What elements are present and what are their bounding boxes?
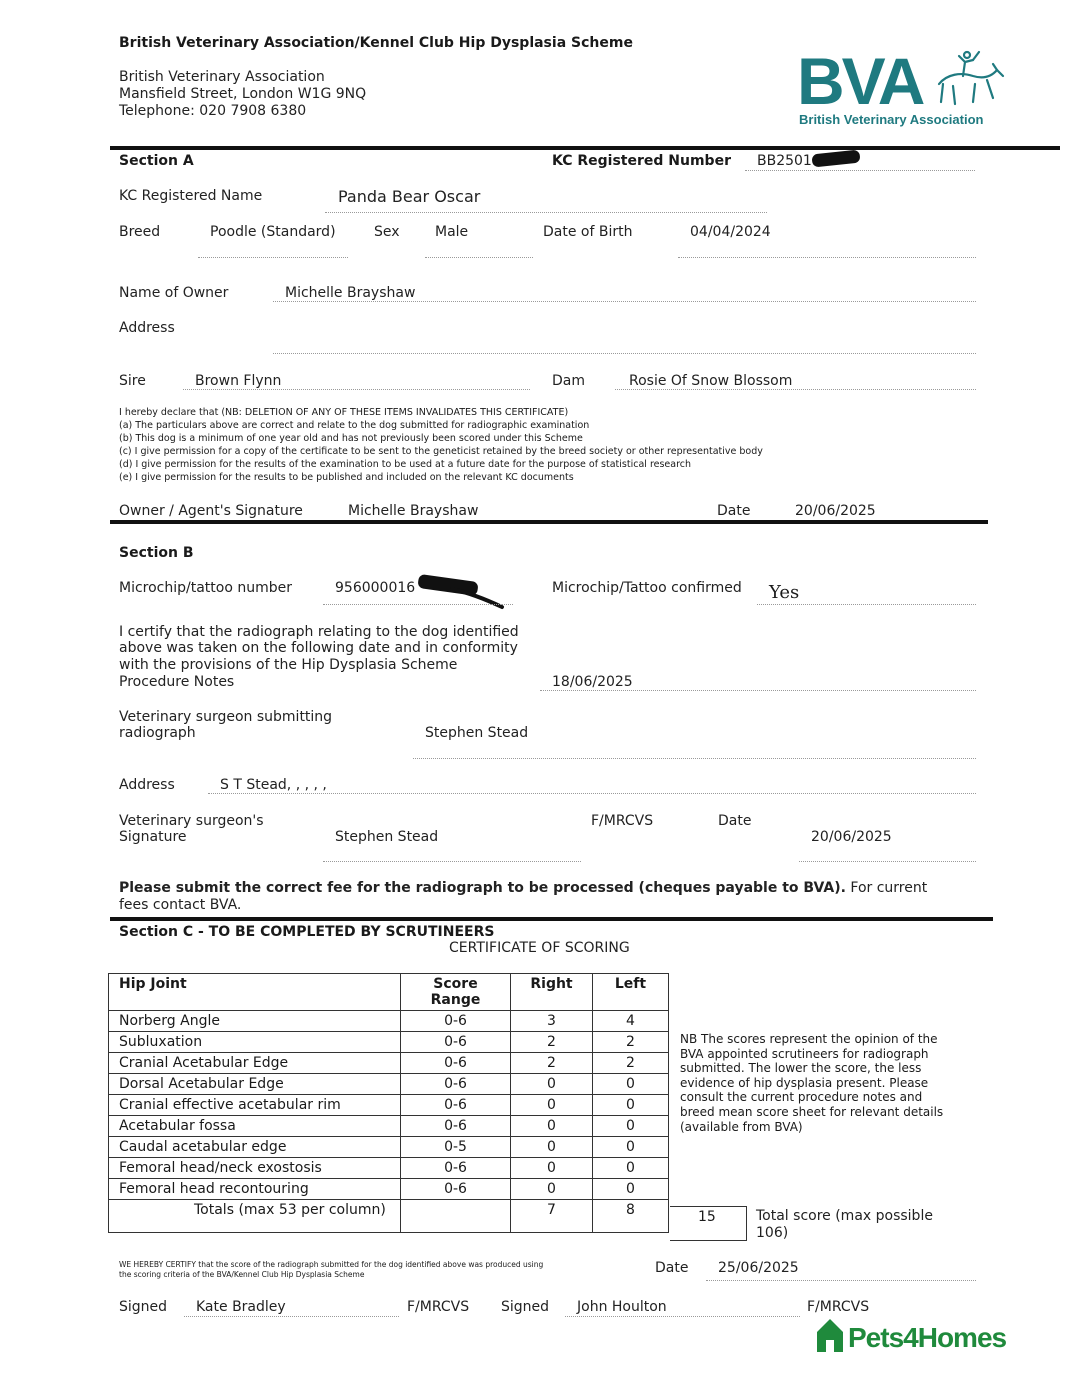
certify-line: above was taken on the following date and in conformity <box>119 640 518 656</box>
dam-value: Rosie Of Snow Blossom <box>629 373 793 389</box>
nb-line: consult the current procedure notes and <box>680 1090 923 1105</box>
bva-logo-caption: British Veterinary Association <box>799 112 984 127</box>
table-row <box>109 1137 669 1158</box>
watermark-text: Pets4Homes <box>848 1322 1007 1353</box>
row-name: Dorsal Acetabular Edge <box>109 1074 401 1095</box>
row-name: Caudal acetabular edge <box>109 1137 401 1158</box>
total-score-label-2: 106) <box>756 1225 789 1241</box>
nb-line: NB The scores represent the opinion of the <box>680 1032 938 1046</box>
owner-label: Name of Owner <box>119 285 229 301</box>
section-c-title: Section C - TO BE COMPLETED BY SCRUTINEERS <box>119 924 495 940</box>
row-left: 0 <box>593 1074 669 1095</box>
surgeon-date-value: 20/06/2025 <box>811 829 892 845</box>
row-right: 0 <box>511 1137 593 1158</box>
table-row <box>109 1053 669 1074</box>
nb-line: breed mean score sheet for relevant details <box>680 1104 944 1119</box>
row-left: 2 <box>593 1053 669 1074</box>
row-right: 3 <box>511 1011 593 1032</box>
nb-line: submitted. The lower the score, the less <box>680 1061 922 1076</box>
declaration-line: (c) I give permission for a copy of the certificate to be sent to the geneticist retained by the breed society or other representative body <box>119 446 763 457</box>
row-right: 0 <box>511 1095 593 1116</box>
surgeon-label-2: radiograph <box>119 725 196 741</box>
declaration-line: (e) I give permission for the results to be published and included on the relevant KC documents <box>119 472 574 483</box>
breed-label: Breed <box>119 224 161 240</box>
row-right: 0 <box>511 1074 593 1095</box>
nb-line: (available from BVA) <box>680 1119 803 1134</box>
chip-label: Microchip/tattoo number <box>119 580 293 596</box>
row-right: 2 <box>511 1032 593 1053</box>
kc-number-label: KC Registered Number <box>552 153 731 169</box>
sire-value: Brown Flynn <box>195 373 282 389</box>
owner-value: Michelle Brayshaw <box>285 285 416 301</box>
signed-label: Signed <box>119 1299 168 1315</box>
mrcvs-label-2: F/MRCVS <box>807 1299 870 1315</box>
sex-label: Sex <box>374 224 400 240</box>
signed-label-2: Signed <box>501 1299 550 1315</box>
row-name: Femoral head recontouring <box>109 1179 401 1200</box>
row-left: 0 <box>593 1179 669 1200</box>
horse-rider-icon <box>933 50 1005 112</box>
section-b-rule <box>110 520 988 524</box>
table-row <box>109 1011 669 1032</box>
owner-date-value: 20/06/2025 <box>795 503 876 519</box>
row-right: 2 <box>511 1053 593 1074</box>
row-range: 0-6 <box>401 1074 511 1095</box>
owner-signature-label: Owner / Agent's Signature <box>119 503 303 519</box>
scrutineer-2-name: John Houlton <box>577 1299 667 1315</box>
total-left: 8 <box>593 1200 669 1233</box>
org-phone: Telephone: 020 7908 6380 <box>119 103 307 119</box>
scoring-date-label: Date <box>655 1260 689 1276</box>
row-left: 4 <box>593 1011 669 1032</box>
owner-date-label: Date <box>717 503 751 519</box>
dam-label: Dam <box>552 373 585 389</box>
header-right: Right <box>511 974 593 1011</box>
row-right: 0 <box>511 1179 593 1200</box>
declaration-line: (a) The particulars above are correct and relate to the dog submitted for radiographic examination <box>119 420 590 431</box>
org-street: Mansfield Street, London W1G 9NQ <box>119 86 367 102</box>
sire-label: Sire <box>119 373 146 389</box>
row-left: 0 <box>593 1158 669 1179</box>
address-label: Address <box>119 320 175 336</box>
certificate-of-scoring-title: CERTIFICATE OF SCORING <box>449 940 630 956</box>
surgeon-signature-value: Stephen Stead <box>335 829 439 845</box>
mrcvs-label: F/MRCVS <box>591 813 654 829</box>
totals-label: Totals (max 53 per column) <box>109 1200 401 1233</box>
table-row <box>109 1095 669 1116</box>
row-name: Cranial effective acetabular rim <box>109 1095 401 1116</box>
row-right: 0 <box>511 1116 593 1137</box>
scrutineer-certification <box>119 1260 543 1280</box>
total-score-value: 15 <box>698 1209 716 1225</box>
table-row <box>109 1074 669 1095</box>
section-c-rule <box>110 917 993 921</box>
surgeon-address-value: S T Stead, , , , , <box>220 777 327 793</box>
score-table <box>108 973 669 1233</box>
dob-value: 04/04/2024 <box>690 224 771 240</box>
scrutineer-1-name: Kate Bradley <box>196 1299 286 1315</box>
surgeon-value: Stephen Stead <box>425 725 529 741</box>
kc-name-label: KC Registered Name <box>119 188 263 204</box>
chip-value: 956000016 <box>335 580 416 596</box>
table-row <box>109 1158 669 1179</box>
declaration-line: (d) I give permission for the results of the examination to be used at a future date for the purpose of statistical research <box>119 459 692 470</box>
mrcvs-label-1: F/MRCVS <box>407 1299 470 1315</box>
row-left: 0 <box>593 1137 669 1158</box>
fee-notice-line-2: fees contact BVA. <box>119 897 242 913</box>
dob-label: Date of Birth <box>543 224 633 240</box>
row-range: 0-5 <box>401 1137 511 1158</box>
table-row <box>109 1179 669 1200</box>
nb-line: BVA appointed scrutineers for radiograph <box>680 1046 929 1061</box>
radiograph-date-value: 18/06/2025 <box>552 674 633 690</box>
scoring-date-value: 25/06/2025 <box>718 1260 799 1276</box>
org-name: British Veterinary Association <box>119 69 325 85</box>
row-name: Acetabular fossa <box>109 1116 401 1137</box>
section-b-title: Section B <box>119 545 194 561</box>
certify-small-line: WE HEREBY CERTIFY that the score of the radiograph submitted for the dog identified above was produced using <box>119 1260 544 1269</box>
section-a-rule <box>110 146 1060 150</box>
breed-value: Poodle (Standard) <box>210 224 336 240</box>
declaration-line: (b) This dog is a minimum of one year old and has not previously been scored under this Scheme <box>119 433 583 444</box>
house-icon <box>814 1316 846 1354</box>
table-header-row <box>109 974 669 1011</box>
bva-logo <box>797 44 984 127</box>
row-range: 0-6 <box>401 1095 511 1116</box>
row-left: 0 <box>593 1116 669 1137</box>
redaction-scribble <box>450 585 505 610</box>
table-row <box>109 1032 669 1053</box>
surgeon-address-label: Address <box>119 777 175 793</box>
declaration-line: I hereby declare that (NB: DELETION OF ANY OF THESE ITEMS INVALIDATES THIS CERTIFICATE) <box>119 407 569 418</box>
fee-notice-bold: Please submit the correct fee for the radiograph to be processed (cheques payable to BVA). <box>119 880 846 896</box>
row-right: 0 <box>511 1158 593 1179</box>
surgeon-label: Veterinary surgeon submitting <box>119 709 333 725</box>
row-left: 2 <box>593 1032 669 1053</box>
chip-confirmed-value: Yes <box>769 582 800 603</box>
section-a-title: Section A <box>119 153 194 169</box>
total-right: 7 <box>511 1200 593 1233</box>
row-name: Cranial Acetabular Edge <box>109 1053 401 1074</box>
redaction-mark <box>811 150 860 168</box>
row-range: 0-6 <box>401 1158 511 1179</box>
surgeon-signature-label: Veterinary surgeon's <box>119 813 264 829</box>
row-range: 0-6 <box>401 1116 511 1137</box>
surgeon-date-label: Date <box>718 813 752 829</box>
scheme-title: British Veterinary Association/Kennel Club Hip Dysplasia Scheme <box>119 35 633 51</box>
row-range: 0-6 <box>401 1011 511 1032</box>
header-score-range: Score Range <box>401 974 511 1011</box>
total-score-box <box>670 1206 747 1241</box>
row-range: 0-6 <box>401 1179 511 1200</box>
fee-notice-rest: For current <box>845 880 928 896</box>
kc-number-value: BB2501 <box>757 153 812 169</box>
chip-confirmed-label: Microchip/Tattoo confirmed <box>552 580 742 596</box>
owner-signature-value: Michelle Brayshaw <box>348 503 479 519</box>
bva-logo-text: BVA <box>797 44 923 118</box>
row-range: 0-6 <box>401 1053 511 1074</box>
certify-small-line: the scoring criteria of the BVA/Kennel Club Hip Dysplasia Scheme <box>119 1270 365 1279</box>
certify-line: with the provisions of the Hip Dysplasia Scheme <box>119 657 458 673</box>
row-left: 0 <box>593 1095 669 1116</box>
table-row <box>109 1116 669 1137</box>
totals-row <box>109 1200 669 1233</box>
fee-notice <box>119 880 927 896</box>
kc-name-value: Panda Bear Oscar <box>338 187 481 206</box>
sex-value: Male <box>435 224 469 240</box>
row-name: Norberg Angle <box>109 1011 401 1032</box>
header-hip-joint: Hip Joint <box>109 974 401 1011</box>
certify-line: Procedure Notes <box>119 674 235 690</box>
nb-line: evidence of hip dysplasia present. Please <box>680 1075 929 1090</box>
nb-note <box>680 1032 943 1134</box>
surgeon-signature-label-2: Signature <box>119 829 187 845</box>
row-name: Femoral head/neck exostosis <box>109 1158 401 1179</box>
header-left: Left <box>593 974 669 1011</box>
row-range: 0-6 <box>401 1032 511 1053</box>
certify-line: I certify that the radiograph relating to the dog identified <box>119 624 519 640</box>
row-name: Subluxation <box>109 1032 401 1053</box>
total-score-label: Total score (max possible <box>756 1208 933 1224</box>
